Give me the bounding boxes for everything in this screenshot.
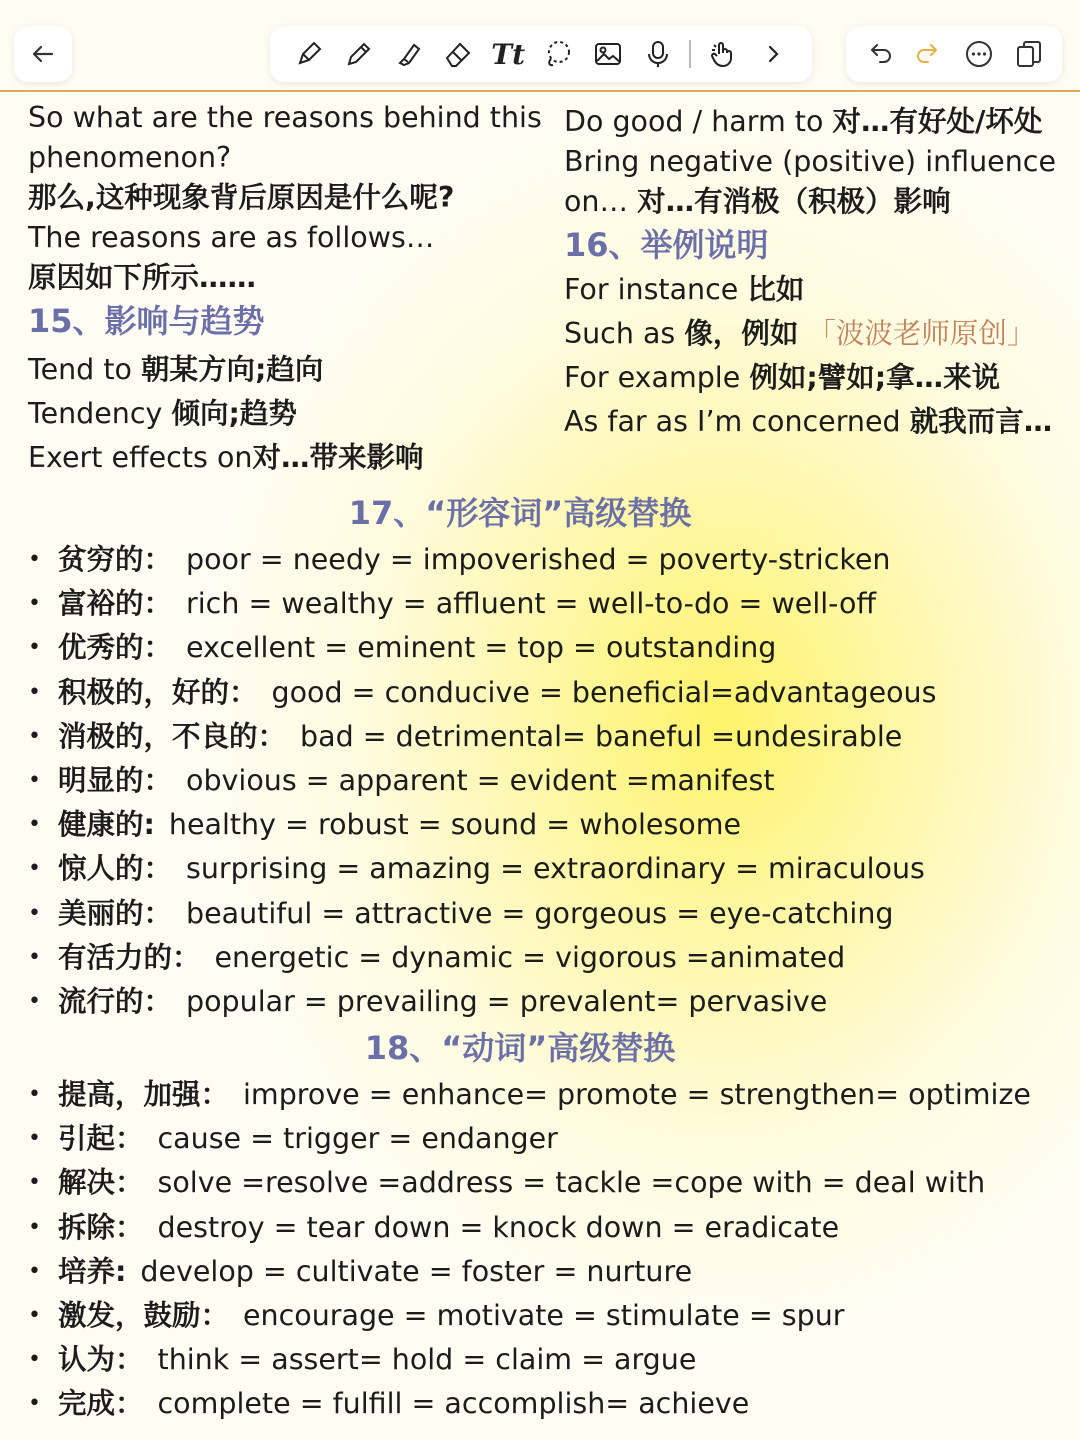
undo-icon[interactable] bbox=[861, 36, 897, 72]
list-item: • 激发，鼓励： encourage = motivate = stimulate = spur bbox=[28, 1299, 845, 1333]
list-item: • 认为： think = assert= hold = claim = argue bbox=[28, 1343, 697, 1377]
section-18-title: 18、“动词”高级替换 bbox=[364, 1029, 676, 1067]
pen-icon[interactable] bbox=[291, 36, 327, 72]
back-button[interactable] bbox=[14, 26, 72, 82]
adjective-list bbox=[28, 538, 936, 1024]
image-icon[interactable] bbox=[590, 36, 626, 72]
drawing-tools bbox=[270, 26, 812, 82]
list-item: • 优秀的： excellent = eminent = top = outstanding bbox=[28, 631, 777, 665]
question-zh: 那么,这种现象背后原因是什么呢? bbox=[28, 181, 455, 214]
reasons-zh: 原因如下所示…… bbox=[28, 261, 257, 294]
list-item: • 引起： cause = trigger = endanger bbox=[28, 1122, 558, 1156]
phrase-for-example: For example 例如;譬如;拿…来说 bbox=[564, 361, 1001, 394]
microphone-icon[interactable] bbox=[640, 36, 676, 72]
list-item: • 贫穷的： poor = needy = impoverished = poverty-stricken bbox=[28, 543, 891, 577]
phrase-as-far-as: As far as I’m concerned 就我而言… bbox=[564, 405, 1053, 438]
verb-list bbox=[28, 1073, 1031, 1427]
list-item: • 消极的，不良的： bad = detrimental= baneful =undesirable bbox=[28, 719, 903, 753]
left-column bbox=[28, 98, 542, 480]
more-icon[interactable] bbox=[961, 36, 997, 72]
list-item: • 拆除： destroy = tear down = knock down = eradicate bbox=[28, 1210, 840, 1244]
list-item: • 培养: develop = cultivate = foster = nurture bbox=[28, 1254, 693, 1288]
section-16-title: 16、举例说明 bbox=[564, 226, 769, 264]
section-15-title: 15、影响与趋势 bbox=[28, 302, 265, 340]
list-item: • 流行的： popular = prevailing = prevalent= pervasive bbox=[28, 984, 828, 1018]
list-item: • 有活力的： energetic = dynamic = vigorous =animated bbox=[28, 940, 846, 974]
chevron-right-icon[interactable] bbox=[755, 36, 791, 72]
arrow-left-icon bbox=[25, 36, 61, 72]
right-column bbox=[564, 102, 1056, 444]
phrase-such-as: Such as 像，例如 「波波老师原创」 bbox=[564, 317, 1036, 350]
list-item: • 积极的，好的： good = conducive = beneficial=advantageous bbox=[28, 675, 937, 709]
list-item: • 解决： solve =resolve =address = tackle =cope with = deal with bbox=[28, 1166, 986, 1200]
list-item: • 完成： complete = fulfill = accomplish= achieve bbox=[28, 1387, 750, 1421]
toolbar bbox=[0, 0, 1080, 92]
pencil-icon[interactable] bbox=[341, 36, 377, 72]
list-item: • 惊人的： surprising = amazing = extraordinary = miraculous bbox=[28, 852, 925, 886]
list-item: • 富裕的： rich = wealthy = affluent = well-to-do = well-off bbox=[28, 587, 877, 621]
list-item: • 明显的： obvious = apparent = evident =manifest bbox=[28, 764, 775, 798]
list-item: • 健康的: healthy = robust = sound = wholesome bbox=[28, 808, 742, 842]
list-item: • 提高，加强： improve = enhance= promote = strengthen= optimize bbox=[28, 1078, 1031, 1112]
pages-icon[interactable] bbox=[1011, 36, 1047, 72]
phrase-bring-influence-cont: on… 对…有消极（积极）影响 bbox=[564, 185, 951, 218]
lasso-icon[interactable] bbox=[540, 36, 576, 72]
list-item: • 美丽的： beautiful = attractive = gorgeous = eye-catching bbox=[28, 896, 894, 930]
redo-icon[interactable] bbox=[911, 36, 947, 72]
hand-touch-icon[interactable] bbox=[705, 36, 741, 72]
phrase-tendency: Tendency 倾向;趋势 bbox=[28, 397, 297, 430]
highlighter-icon[interactable] bbox=[391, 36, 427, 72]
eraser-icon[interactable] bbox=[440, 36, 476, 72]
author-credit: 「波波老师原创」 bbox=[807, 317, 1036, 350]
phrase-tend-to: Tend to 朝某方向;趋向 bbox=[28, 353, 324, 386]
question-en-cont: phenomenon? bbox=[28, 141, 232, 174]
question-en: So what are the reasons behind this bbox=[28, 101, 542, 134]
reasons-en: The reasons are as follows… bbox=[28, 221, 435, 254]
phrase-bring-influence: Bring negative (positive) influence bbox=[564, 145, 1056, 178]
section-17-title: 17、“形容词”高级替换 bbox=[348, 494, 692, 532]
phrase-exert-effects: Exert effects on对…带来影响 bbox=[28, 441, 424, 474]
phrase-do-good: Do good / harm to 对…有好处/坏处 bbox=[564, 105, 1043, 138]
document-actions bbox=[846, 26, 1062, 82]
toolbar-divider bbox=[689, 40, 691, 68]
phrase-for-instance: For instance 比如 bbox=[564, 273, 805, 306]
text-tool-icon[interactable]: Tt bbox=[491, 37, 526, 71]
